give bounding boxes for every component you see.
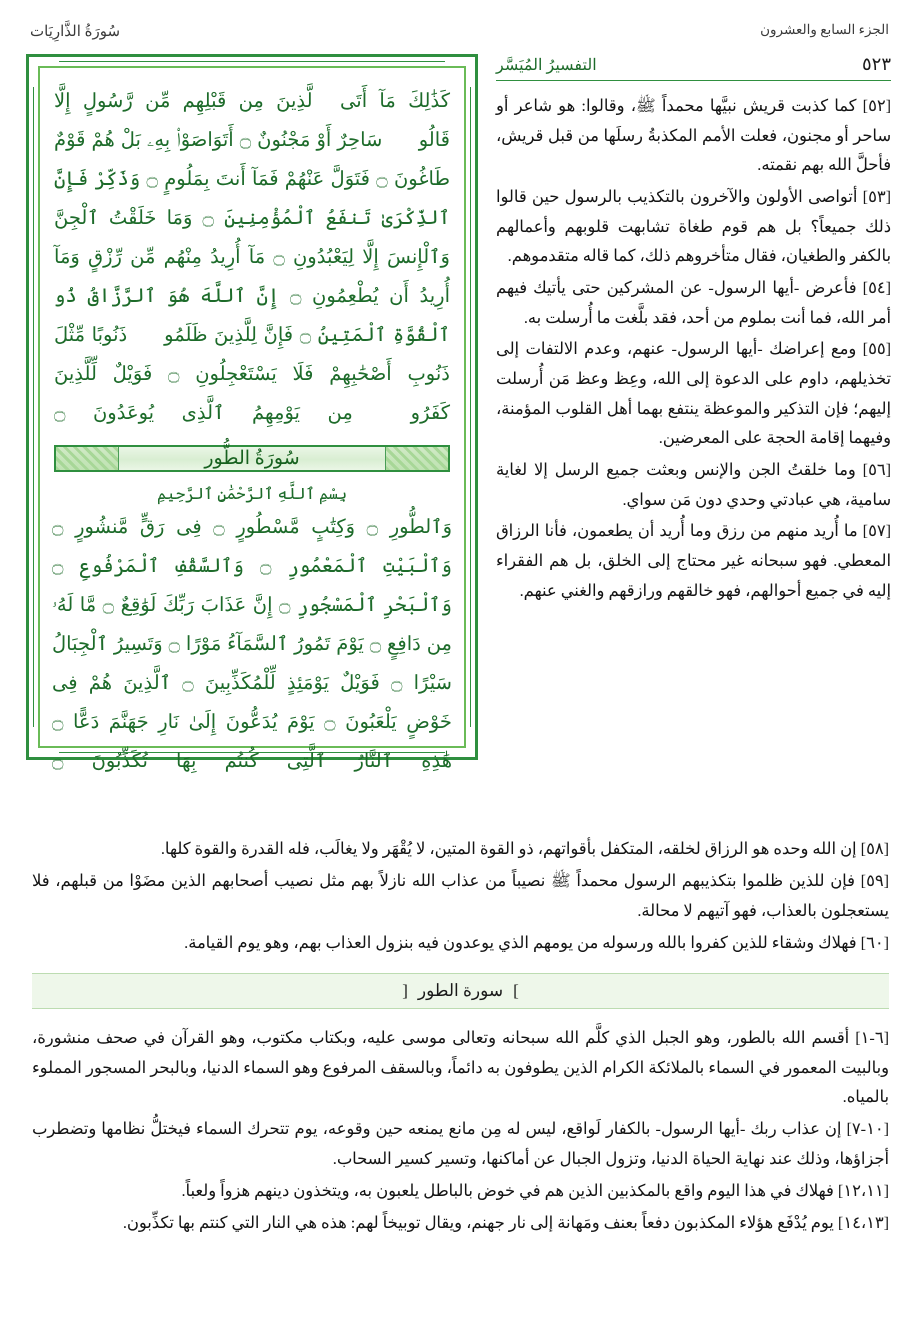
tafsir-paragraph xyxy=(32,834,889,863)
ayah-text: فهلاك وشقاء للذين كفروا بالله ورسوله من يومهم الذي يوعدون فيه بنزول العذاب بهم، وهو يوم القيامة. xyxy=(184,932,857,952)
ayah-ref: [٥٨] xyxy=(860,839,889,858)
tafsir-paragraph xyxy=(496,91,891,180)
main-columns xyxy=(26,54,895,824)
ayah-text: كما كذبت قريش نبيَّها محمداً ﷺ، وقالوا: هو شاعر أو ساحر أو مجنون، فعلت الأمم المكذبةُ رسلَها من قبل قريش، فأحلَّ الله بهم نقمته. xyxy=(496,96,891,175)
ayah-text: إن الله وحده هو الرزاق لخلقه، المتكفل بأقواتهم، ذو القوة المتين، لا يُقْهَر ولا يغالَب، فله القدرة والقوة كلها. xyxy=(160,839,857,858)
tafsir-fullwidth-section xyxy=(26,834,895,1238)
ayah-text: أتواصى الأولون والآخرون بالتكذيب بالرسول حين قالوا ذلك جميعاً؟ بل هم قوم طغاة تشابهت قلوبهم وأعمالهم بالكفر والطغيان، فقال متأخروهم ذلك، كما قاله متقدموهم. xyxy=(496,186,891,266)
tafsir-header xyxy=(496,54,891,81)
ayah-ref: [٥٤] xyxy=(862,277,891,297)
ayah-text: أقسم الله بالطور، وهو الجبل الذي كلَّم الله سبحانه وتعالى موسى عليه، وبكتاب مكتوب، وهو القرآن في صحف منشورة، وبالبيت المعمور في السماء بالملائكة الكرام الذين يطوفون به دائماً، وبالسقف المرفوع وهو السماء الدنيا، وبالبحر المسجور المملوء بالمياه. xyxy=(32,1028,889,1106)
ayah-ref: [٦٠] xyxy=(860,932,889,952)
ayah-ref: [٥٩] xyxy=(860,871,889,891)
tafsir-paragraph xyxy=(496,455,891,514)
ayah-ref: [١٠-٧] xyxy=(846,1119,889,1139)
ayah-text: فأعرض -أيها الرسول- عن المشركين حتى يأتيك فيهم أمر الله، فما أنت بملوم من أحد، فقد بلَّغت ما أُرسلت به. xyxy=(496,277,891,327)
tafsir-paragraph xyxy=(496,182,891,271)
ayah-ref: [٥٣] xyxy=(862,186,892,206)
banner-ornament-icon xyxy=(385,447,448,470)
ayah-text: إن عذاب ربك -أيها الرسول- بالكفار لَواقع، ليس له مِن مانع يمنعه حين وقوعه، يوم تتحرك السماء فيختلُّ نظامها وتضطرب أجزاؤها، وذلك عند نهاية الحياة الدنيا، وتزول الجبال عن أماكنها، وتسير كسير السحاب. xyxy=(32,1119,889,1168)
page-header xyxy=(26,22,895,48)
ayah-ref: [٦-١] xyxy=(855,1028,890,1048)
tafsir-paragraph xyxy=(32,1176,889,1205)
ayah-ref: [٥٥] xyxy=(862,339,891,359)
surah-divider-title: سورة الطور xyxy=(417,981,504,1001)
ayah-ref: [٥٧] xyxy=(862,521,892,541)
header-surah-name: سُورَةُ الذَّارِيَات xyxy=(30,24,121,40)
bracket-close: [ xyxy=(402,981,408,1001)
quran-decorative-frame xyxy=(26,54,478,772)
quran-text-area xyxy=(36,64,468,772)
header-right-group xyxy=(30,22,120,41)
ayah-text: ما أُريد منهم من رزق وما أُريد أن يطعمون، فأنا الرزاق المعطي. فهو سبحانه غير محتاج إلى الخلق، بل هم الفقراء إليه في جميع أحوالهم، فهو خالقهم ورازقهم والغني عنهم. xyxy=(496,521,891,600)
header-juz-label: الجزء السابع والعشرون xyxy=(760,22,889,37)
tafsir-paragraph xyxy=(32,1208,889,1237)
tafsir-paragraph xyxy=(496,334,891,453)
ayah-ref: [١٤،١٣] xyxy=(837,1213,889,1233)
ayah-text: يوم يُدْفَع هؤلاء المكذبون دفعاً بعنف ومَهانة إلى نار جهنم، ويقال توبيخاً لهم: هذه هي النار التي كنتم بها تكذِّبون. xyxy=(122,1213,834,1233)
tafsir-column xyxy=(496,54,895,824)
quran-verses-dhariyat: كَذَٰلِكَ مَآ أَتَى ٱلَّذِينَ مِن قَبْلِهِم مِّن رَّسُولٍ إِلَّا قَالُوا۟ سَاحِرٌ أَوْ مَجْنُونٌ ۝ أَتَوَاصَوْا۟ بِهِۦ بَلْ هُمْ قَوْمٌ طَاغُونَ ۝ فَتَوَلَّ عَنْهُمْ فَمَآ أَنتَ بِمَلُومٍ ۝ وَذَكِّرْ فَإِنَّ ٱلذِّكْرَىٰ تَنفَعُ ٱلْمُؤْمِنِينَ ۝ وَمَا خَلَقْتُ ٱلْجِنَّ وَٱلْإِنسَ إِلَّا لِيَعْبُدُونِ ۝ مَآ أُرِيدُ مِنْهُم مِّن رِّزْقٍ وَمَآ أُرِيدُ أَن يُطْعِمُونِ ۝ إِنَّ ٱللَّهَ هُوَ ٱلرَّزَّاقُ ذُو ٱلْقُوَّةِ ٱلْمَتِينُ ۝ فَإِنَّ لِلَّذِينَ ظَلَمُوا۟ ذَنُوبًا مِّثْلَ ذَنُوبِ أَصْحَٰبِهِمْ فَلَا يَسْتَعْجِلُونِ ۝ فَوَيْلٌ لِّلَّذِينَ كَفَرُوا۟ مِن يَوْمِهِمُ ٱلَّذِى يُوعَدُونَ ۝ xyxy=(54,91,451,424)
ayah-text: فإن للذين ظلموا بتكذيبهم الرسول محمداً ﷺ نصيباً من عذاب الله نازلاً بهم مثل نصيب أصحابهم الذين مضَوْا من قبلهم، فلا يستعجلون بالعذاب، فهو آتيهم لا محالة. xyxy=(32,871,889,920)
surah-title-banner xyxy=(54,445,450,472)
ayah-ref: [١٢،١١] xyxy=(837,1180,889,1200)
tafsir-paragraph xyxy=(32,1023,889,1111)
banner-ornament-icon xyxy=(56,447,119,470)
surah-banner-title: سُورَةُ الطُّور xyxy=(204,448,300,469)
page-number: ٥٢٣ xyxy=(861,54,891,74)
quran-verses-tur: وَٱلطُّورِ ۝ وَكِتَٰبٍ مَّسْطُورٍ ۝ فِى رَقٍّ مَّنشُورٍ ۝ وَٱلْبَيْتِ ٱلْمَعْمُورِ ۝ وَٱلسَّقْفِ ٱلْمَرْفُوعِ ۝ وَٱلْبَحْرِ ٱلْمَسْجُورِ ۝ إِنَّ عَذَابَ رَبِّكَ لَوَٰقِعٌ ۝ مَّا لَهُۥ مِن دَافِعٍ ۝ يَوْمَ تَمُورُ ٱلسَّمَآءُ مَوْرًا ۝ وَتَسِيرُ ٱلْجِبَالُ سَيْرًا ۝ فَوَيْلٌ يَوْمَئِذٍ لِّلْمُكَذِّبِينَ ۝ ٱلَّذِينَ هُمْ فِى خَوْضٍ يَلْعَبُونَ ۝ يَوْمَ يُدَعُّونَ إِلَىٰ نَارِ جَهَنَّمَ دَعًّا ۝ هَٰذِهِ ٱلنَّارُ ٱلَّتِى كُنتُم بِهَا تُكَذِّبُونَ ۝ xyxy=(52,517,452,772)
tafsir-paragraph xyxy=(496,273,891,332)
header-left-group xyxy=(760,22,889,38)
bracket-open: ] xyxy=(513,981,519,1001)
ayah-ref: [٥٢] xyxy=(862,96,891,115)
ayah-text: فهلاك في هذا اليوم واقع بالمكذبين الذين هم في خوض بالباطل يلعبون به، ويتخذون دينهم هزواً ولعباً. xyxy=(181,1180,834,1200)
tafsir-paragraph xyxy=(32,866,889,925)
surah-section-divider xyxy=(32,973,889,1009)
basmala-text: بِسْمِ ٱللَّهِ ٱلرَّحْمَٰنِ ٱلرَّحِيمِ xyxy=(156,486,348,503)
ayah-ref: [٥٦] xyxy=(862,459,892,479)
tafsir-title: التفسيرُ المُيَسَّر xyxy=(496,57,597,74)
tafsir-paragraph xyxy=(496,516,891,605)
ayah-text: وما خلقتُ الجن والإنس وبعثت جميع الرسل إلا لغاية سامية، هي عبادتي وحدي دون مَن سواي. xyxy=(496,459,891,509)
tafsir-paragraph xyxy=(32,1114,889,1173)
ayah-text: ومع إعراضك -أيها الرسول- عنهم، وعدم الالتفات إلى تخذيلهم، داوم على الدعوة إلى الله، وعِظ وعظ مَن أُرسلت إليهم؛ فإن التذكير والموعظة ينتفع بهما أهل القلوب المؤمنة، وفيهما إقامة الحجة على المعرضين. xyxy=(496,339,891,448)
tafsir-paragraph xyxy=(32,928,889,957)
quran-column xyxy=(26,54,478,824)
